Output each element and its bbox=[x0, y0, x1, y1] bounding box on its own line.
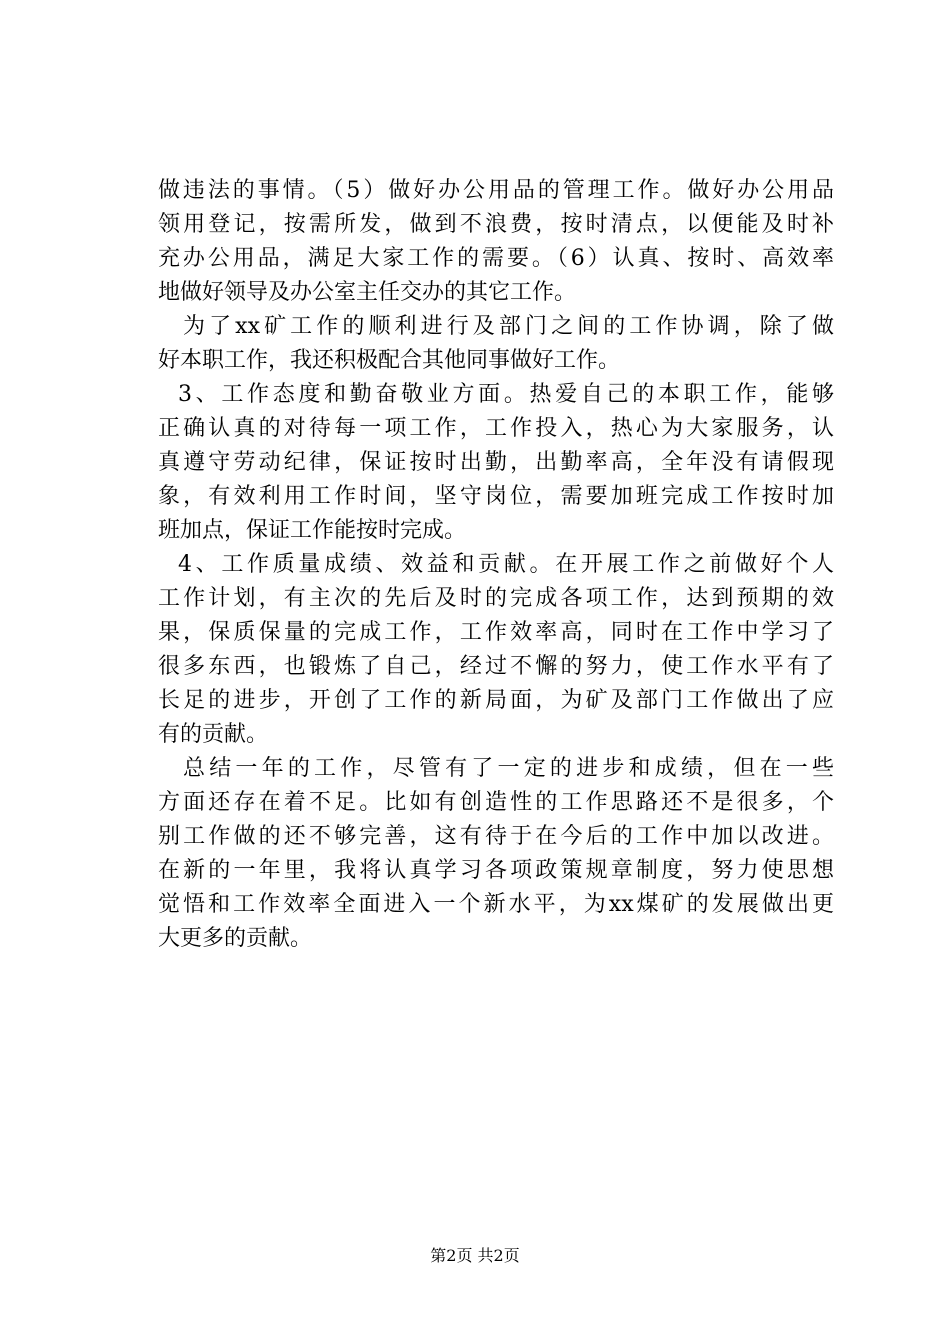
text-line: 班加点，保证工作能按时完成。 bbox=[158, 518, 467, 543]
paragraph bbox=[158, 174, 834, 310]
text-line: 4、工作质量成绩、效益和贡献。在开展工作之前做好个人 bbox=[178, 552, 834, 577]
text-line: 别工作做的还不够完善，这有待于在今后的工作中加以改进。 bbox=[158, 824, 834, 849]
text-line: 领用登记，按需所发，做到不浪费，按时清点，以便能及时补 bbox=[158, 212, 834, 237]
text-line: 有的贡献。 bbox=[158, 722, 269, 747]
document-body bbox=[158, 174, 834, 956]
text-line: 方面还存在着不足。比如有创造性的工作思路还不是很多，个 bbox=[158, 790, 834, 815]
text-line: 为了xx矿工作的顺利进行及部门之间的工作协调，除了做 bbox=[183, 314, 834, 339]
text-line: 地做好领导及办公室主任交办的其它工作。 bbox=[158, 280, 577, 305]
text-line: 长足的进步，开创了工作的新局面，为矿及部门工作做出了应 bbox=[158, 688, 834, 713]
text-line: 充办公用品，满足大家工作的需要。（6）认真、按时、高效率 bbox=[158, 246, 834, 271]
text-line: 象，有效利用工作时间，坚守岗位，需要加班完成工作按时加 bbox=[158, 484, 834, 509]
text-line: 正确认真的对待每一项工作，工作投入，热心为大家服务，认 bbox=[158, 416, 834, 441]
paragraph bbox=[158, 752, 834, 956]
text-line: 真遵守劳动纪律，保证按时出勤，出勤率高，全年没有请假现 bbox=[158, 450, 834, 475]
text-line: 很多东西，也锻炼了自己，经过不懈的努力，使工作水平有了 bbox=[158, 654, 834, 679]
text-line: 3、工作态度和勤奋敬业方面。热爱自己的本职工作，能够 bbox=[178, 382, 834, 407]
text-line: 总结一年的工作，尽管有了一定的进步和成绩，但在一些 bbox=[183, 756, 834, 781]
text-line: 果，保质保量的完成工作，工作效率高，同时在工作中学习了 bbox=[158, 620, 834, 645]
text-line: 工作计划，有主次的先后及时的完成各项工作，达到预期的效 bbox=[158, 586, 834, 611]
text-line: 觉悟和工作效率全面进入一个新水平，为xx煤矿的发展做出更 bbox=[158, 892, 834, 917]
text-line: 好本职工作，我还积极配合其他同事做好工作。 bbox=[158, 348, 621, 373]
text-line: 做违法的事情。（5）做好办公用品的管理工作。做好办公用品 bbox=[158, 178, 834, 203]
paragraph bbox=[158, 548, 834, 752]
text-line: 大更多的贡献。 bbox=[158, 926, 313, 951]
paragraph bbox=[158, 310, 834, 378]
text-line: 在新的一年里，我将认真学习各项政策规章制度，努力使思想 bbox=[158, 858, 834, 883]
paragraph bbox=[158, 378, 834, 548]
page-number-footer: 第2页 共2页 bbox=[430, 1246, 520, 1265]
